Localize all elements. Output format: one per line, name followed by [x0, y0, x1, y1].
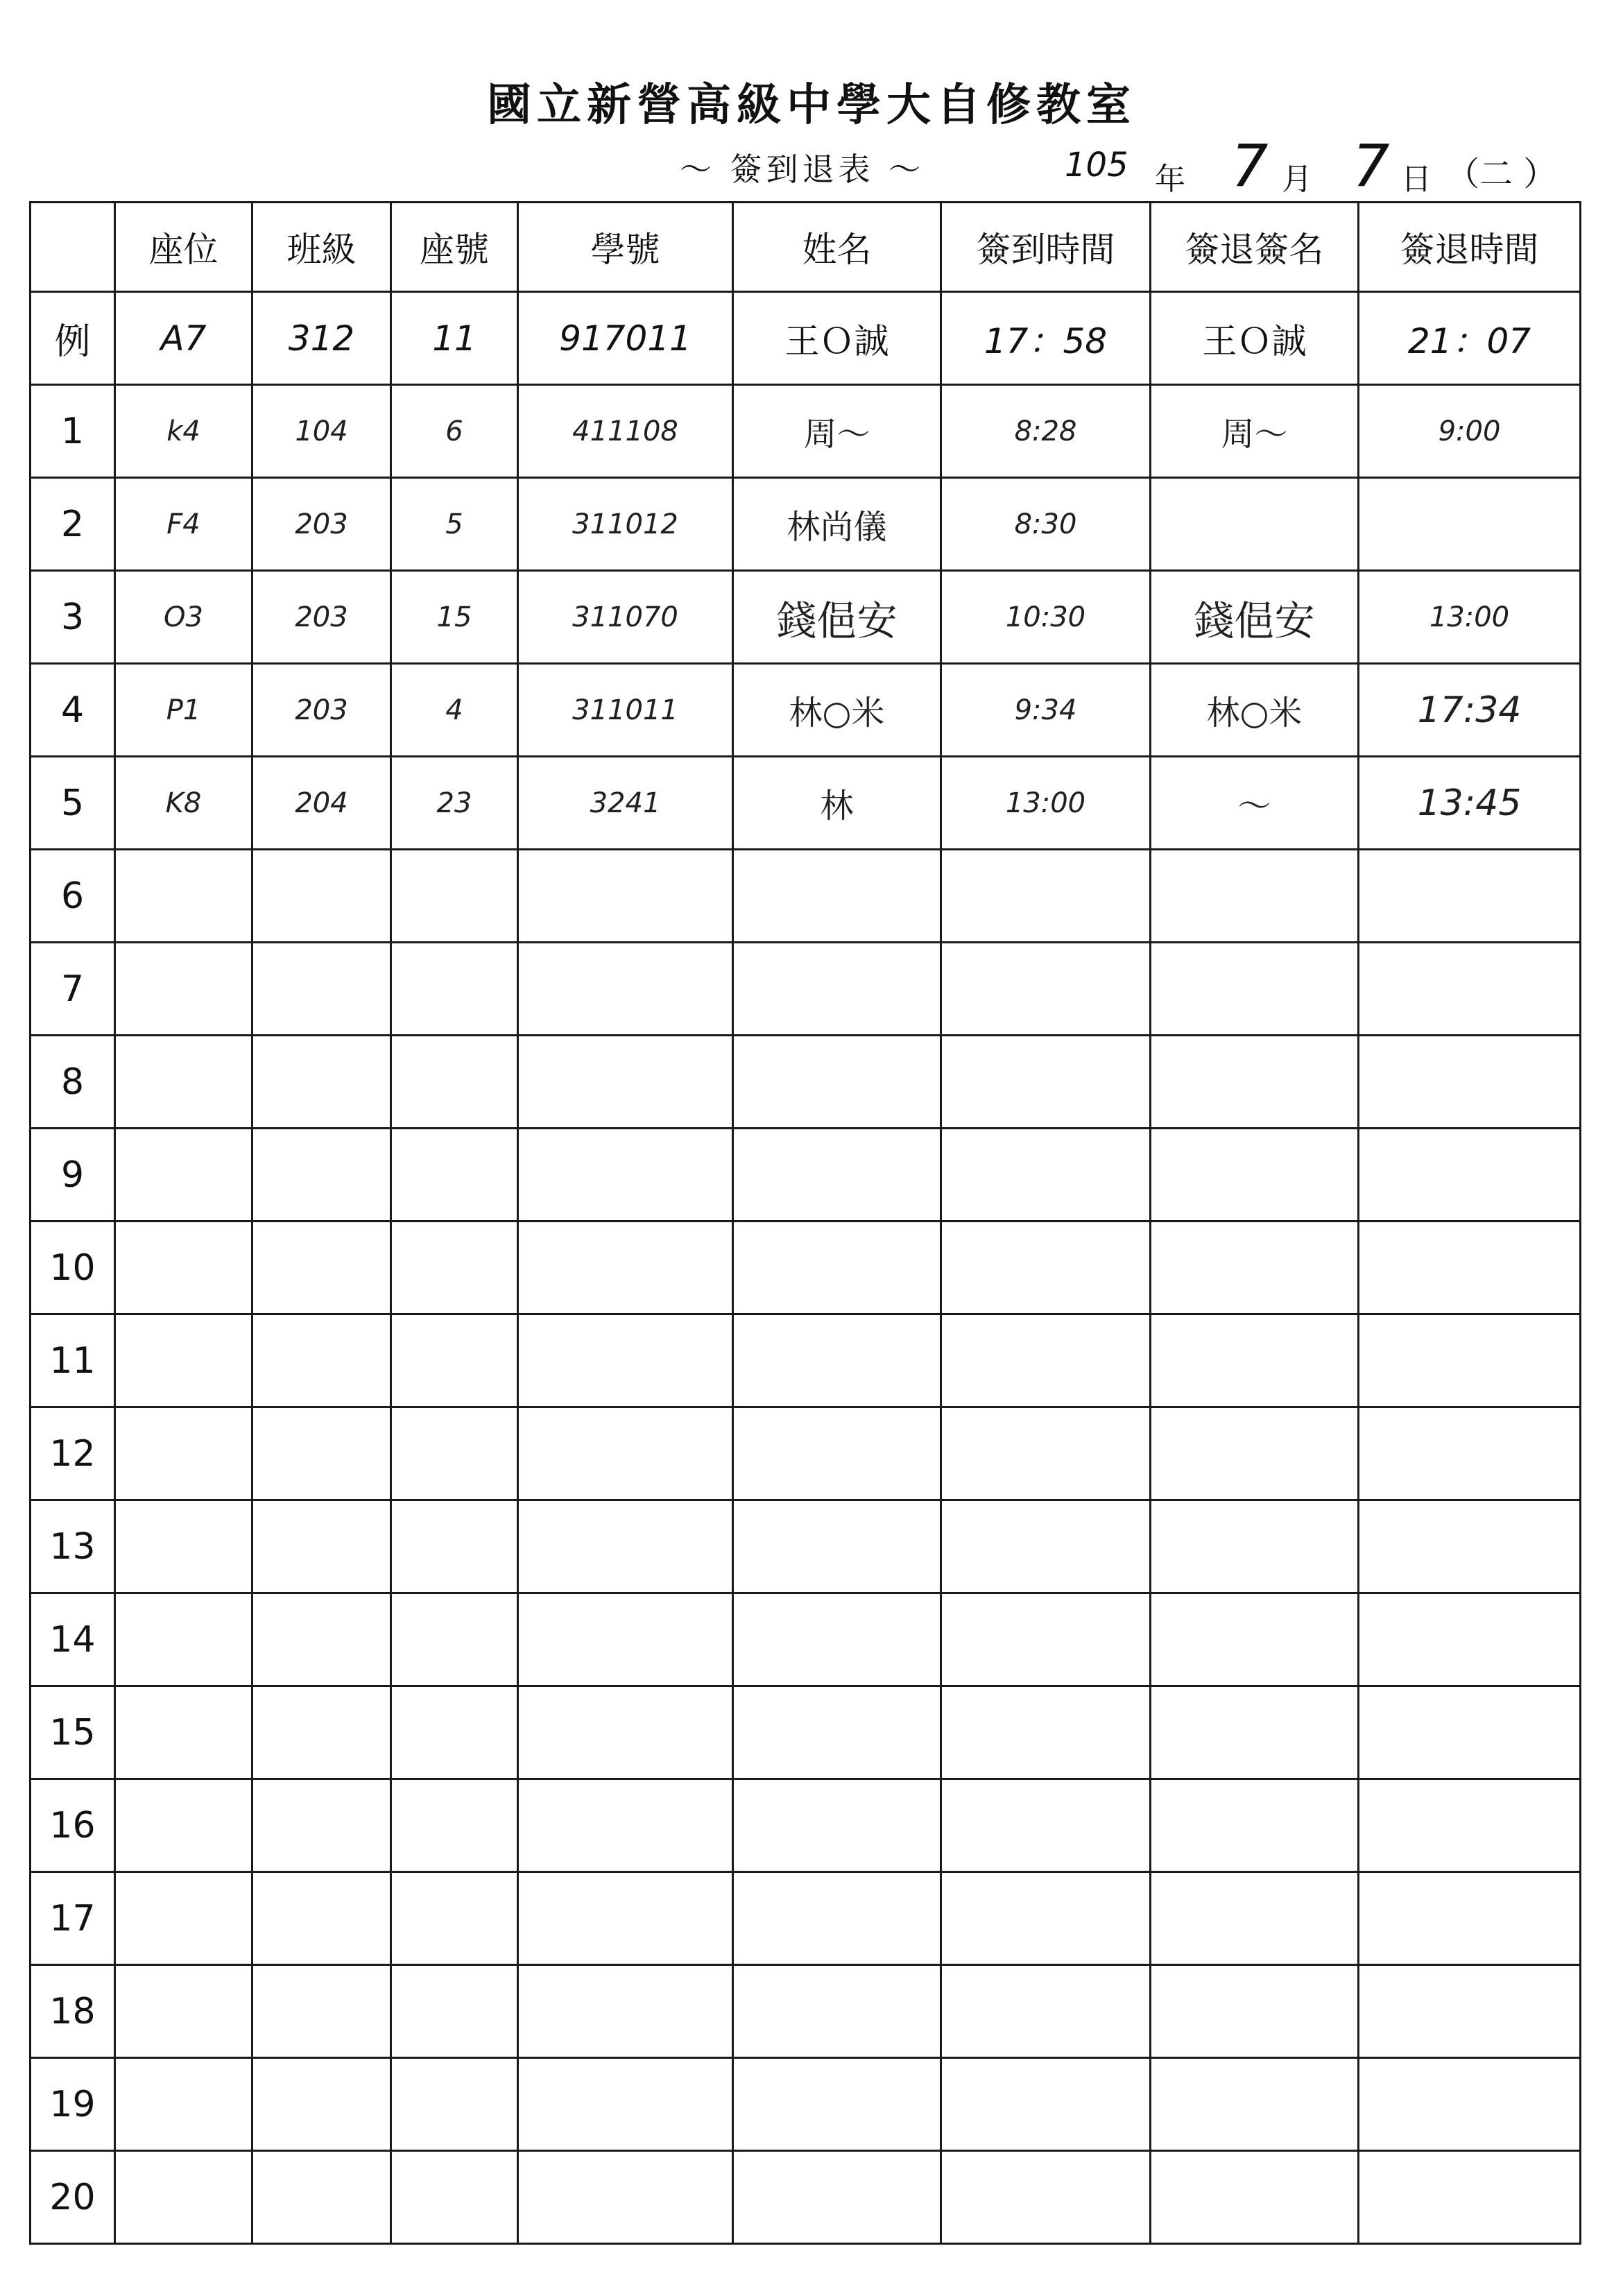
col-header-sign-out-time: 簽退時間	[1359, 203, 1581, 292]
class-cell[interactable]	[252, 1965, 391, 2058]
sign-out-name-cell[interactable]	[1151, 1872, 1359, 1965]
sign-out-time-cell[interactable]	[1359, 478, 1581, 571]
table-row	[31, 757, 1581, 850]
example-name: 王Ｏ誠	[733, 292, 941, 385]
table-row	[31, 478, 1581, 571]
sign-out-name-cell[interactable]	[1151, 943, 1359, 1036]
seat-no-cell[interactable]	[391, 2151, 518, 2244]
row-number: 14	[31, 1593, 115, 1686]
name-cell[interactable]	[733, 1407, 941, 1500]
name-cell[interactable]	[733, 1314, 941, 1407]
sign-out-name-cell[interactable]	[1151, 478, 1359, 571]
class-cell[interactable]	[252, 1222, 391, 1314]
sign-in-time-cell[interactable]	[941, 1500, 1151, 1593]
sign-in-time-cell[interactable]	[941, 1872, 1151, 1965]
seat-cell[interactable]	[115, 1686, 252, 1779]
sign-in-time-cell[interactable]: 8:30	[941, 478, 1151, 571]
row-number: 7	[31, 943, 115, 1036]
seat-no-cell[interactable]	[391, 2058, 518, 2151]
sign-out-name-cell[interactable]: 林○米	[1151, 664, 1359, 757]
sign-out-time-cell[interactable]	[1359, 943, 1581, 1036]
student-id-cell[interactable]	[518, 1593, 733, 1686]
class-cell[interactable]	[252, 850, 391, 943]
sign-in-time-cell[interactable]: 13:00	[941, 757, 1151, 850]
sign-out-time-cell[interactable]	[1359, 1314, 1581, 1407]
row-number: 4	[31, 664, 115, 757]
table-row	[31, 1314, 1581, 1407]
example-label: 例	[31, 292, 115, 385]
sign-out-time-cell[interactable]: 17:34	[1359, 664, 1581, 757]
row-number: 13	[31, 1500, 115, 1593]
example-seat: A7	[115, 292, 252, 385]
sign-out-time-cell[interactable]: 9:00	[1359, 385, 1581, 478]
student-id-cell[interactable]: 311070	[518, 571, 733, 664]
seat-no-cell[interactable]	[391, 1314, 518, 1407]
seat-no-cell[interactable]	[391, 1036, 518, 1129]
class-cell[interactable]: 204	[252, 757, 391, 850]
sign-out-name-cell[interactable]	[1151, 2151, 1359, 2244]
table-row	[31, 571, 1581, 664]
example-sign-out-time: 21：07	[1359, 292, 1581, 385]
seat-no-cell[interactable]: 5	[391, 478, 518, 571]
row-number: 6	[31, 850, 115, 943]
student-id-cell[interactable]	[518, 1686, 733, 1779]
table-row	[31, 1872, 1581, 1965]
name-cell[interactable]	[733, 1965, 941, 2058]
seat-no-cell[interactable]	[391, 943, 518, 1036]
table-row	[31, 1129, 1581, 1222]
sign-in-time-cell[interactable]	[941, 1036, 1151, 1129]
class-cell[interactable]: 203	[252, 571, 391, 664]
name-cell[interactable]: 錢俋安	[733, 571, 941, 664]
header-row	[31, 203, 1581, 292]
table-row	[31, 1036, 1581, 1129]
sign-out-time-cell[interactable]	[1359, 2151, 1581, 2244]
name-cell[interactable]	[733, 1779, 941, 1872]
name-cell[interactable]	[733, 2058, 941, 2151]
table-row	[31, 1686, 1581, 1779]
seat-no-cell[interactable]	[391, 1593, 518, 1686]
sign-out-name-cell[interactable]	[1151, 1965, 1359, 2058]
row-number: 5	[31, 757, 115, 850]
row-number: 9	[31, 1129, 115, 1222]
class-cell[interactable]: 203	[252, 664, 391, 757]
class-cell[interactable]	[252, 1686, 391, 1779]
seat-no-cell[interactable]: 6	[391, 385, 518, 478]
class-cell[interactable]	[252, 2151, 391, 2244]
student-id-cell[interactable]	[518, 1129, 733, 1222]
sign-out-time-cell[interactable]	[1359, 1686, 1581, 1779]
seat-cell[interactable]: P1	[115, 664, 252, 757]
table-row	[31, 1965, 1581, 2058]
example-sign-in-time: 17：58	[941, 292, 1151, 385]
sign-out-time-cell[interactable]	[1359, 1593, 1581, 1686]
student-id-cell[interactable]	[518, 850, 733, 943]
example-row	[31, 292, 1581, 385]
page-title: 國立新營高級中學大自修教室	[487, 79, 1136, 131]
sign-out-name-cell[interactable]: 錢俋安	[1151, 571, 1359, 664]
table-row	[31, 385, 1581, 478]
seat-cell[interactable]	[115, 850, 252, 943]
sign-in-time-cell[interactable]	[941, 1965, 1151, 2058]
row-number: 16	[31, 1779, 115, 1872]
example-student-id: 917011	[518, 292, 733, 385]
table-row	[31, 1593, 1581, 1686]
col-header-sign-out-name: 簽退簽名	[1151, 203, 1359, 292]
table-row	[31, 1222, 1581, 1314]
seat-no-cell[interactable]	[391, 1965, 518, 2058]
sign-in-time-cell[interactable]	[941, 1779, 1151, 1872]
student-id-cell[interactable]	[518, 943, 733, 1036]
sign-out-name-cell[interactable]	[1151, 1407, 1359, 1500]
sign-out-name-cell[interactable]: ～	[1151, 757, 1359, 850]
table-row	[31, 943, 1581, 1036]
col-header-name: 姓名	[733, 203, 941, 292]
class-cell[interactable]	[252, 1407, 391, 1500]
name-cell[interactable]	[733, 1500, 941, 1593]
sign-out-name-cell[interactable]	[1151, 2058, 1359, 2151]
seat-cell[interactable]	[115, 2151, 252, 2244]
example-sign-out-name: 王Ｏ誠	[1151, 292, 1359, 385]
name-cell[interactable]	[733, 943, 941, 1036]
sign-out-name-cell[interactable]	[1151, 1036, 1359, 1129]
seat-cell[interactable]: O3	[115, 571, 252, 664]
col-header-index	[31, 203, 115, 292]
row-number: 10	[31, 1222, 115, 1314]
seat-no-cell[interactable]	[391, 1872, 518, 1965]
table-row	[31, 2151, 1581, 2244]
seat-cell[interactable]	[115, 1222, 252, 1314]
student-id-cell[interactable]	[518, 2151, 733, 2244]
name-cell[interactable]	[733, 1872, 941, 1965]
seat-no-cell[interactable]	[391, 1500, 518, 1593]
seat-no-cell[interactable]	[391, 1779, 518, 1872]
seat-cell[interactable]	[115, 1036, 252, 1129]
name-cell[interactable]: 林尚儀	[733, 478, 941, 571]
student-id-cell[interactable]: 311012	[518, 478, 733, 571]
table-row	[31, 1500, 1581, 1593]
sign-out-time-cell[interactable]	[1359, 1407, 1581, 1500]
name-cell[interactable]	[733, 1129, 941, 1222]
sign-out-time-cell[interactable]: 13:00	[1359, 571, 1581, 664]
row-number: 1	[31, 385, 115, 478]
student-id-cell[interactable]	[518, 1965, 733, 2058]
seat-no-cell[interactable]: 23	[391, 757, 518, 850]
name-cell[interactable]: 林○米	[733, 664, 941, 757]
seat-cell[interactable]	[115, 1779, 252, 1872]
name-cell[interactable]	[733, 2151, 941, 2244]
sign-in-time-cell[interactable]	[941, 1686, 1151, 1779]
sign-in-time-cell[interactable]	[941, 1222, 1151, 1314]
seat-cell[interactable]: K8	[115, 757, 252, 850]
date-day	[1352, 132, 1389, 200]
table-row	[31, 2058, 1581, 2151]
class-cell[interactable]	[252, 1779, 391, 1872]
table-row	[31, 1779, 1581, 1872]
seat-cell[interactable]	[115, 2058, 252, 2151]
sign-out-time-cell[interactable]	[1359, 850, 1581, 943]
class-cell[interactable]	[252, 1500, 391, 1593]
seat-cell[interactable]	[115, 1593, 252, 1686]
sign-out-name-cell[interactable]	[1151, 1222, 1359, 1314]
sign-out-time-cell[interactable]	[1359, 1779, 1581, 1872]
col-header-class: 班級	[252, 203, 391, 292]
class-cell[interactable]	[252, 943, 391, 1036]
sign-out-name-cell[interactable]	[1151, 850, 1359, 943]
class-cell[interactable]: 104	[252, 385, 391, 478]
class-cell[interactable]: 203	[252, 478, 391, 571]
table-row	[31, 664, 1581, 757]
seat-cell[interactable]	[115, 1314, 252, 1407]
sign-out-name-cell[interactable]	[1151, 1129, 1359, 1222]
name-cell[interactable]	[733, 1222, 941, 1314]
date-month	[1231, 132, 1268, 200]
form-subtitle: ～ 簽到退表 ～	[680, 151, 925, 188]
sign-in-time-cell[interactable]: 9:34	[941, 664, 1151, 757]
sign-in-time-cell[interactable]	[941, 943, 1151, 1036]
student-id-cell[interactable]	[518, 1872, 733, 1965]
row-number: 17	[31, 1872, 115, 1965]
name-cell[interactable]	[733, 850, 941, 943]
student-id-cell[interactable]: 411108	[518, 385, 733, 478]
student-id-cell[interactable]: 3241	[518, 757, 733, 850]
seat-cell[interactable]	[115, 1965, 252, 2058]
sign-out-time-cell[interactable]	[1359, 1129, 1581, 1222]
seat-cell[interactable]	[115, 1407, 252, 1500]
example-class: 312	[252, 292, 391, 385]
date-year-label: 年	[1155, 162, 1185, 197]
sign-out-time-cell[interactable]	[1359, 1500, 1581, 1593]
sign-in-time-cell[interactable]	[941, 1593, 1151, 1686]
name-cell[interactable]	[733, 1593, 941, 1686]
sign-in-time-cell[interactable]	[941, 2058, 1151, 2151]
sign-out-time-cell[interactable]	[1359, 1222, 1581, 1314]
sign-in-time-cell[interactable]: 10:30	[941, 571, 1151, 664]
col-header-seat: 座位	[115, 203, 252, 292]
name-cell[interactable]	[733, 1686, 941, 1779]
row-number: 18	[31, 1965, 115, 2058]
col-header-seat-no: 座號	[391, 203, 518, 292]
row-number: 19	[31, 2058, 115, 2151]
table-row	[31, 850, 1581, 943]
sign-out-name-cell[interactable]	[1151, 1593, 1359, 1686]
date-day-value: 7	[1352, 132, 1390, 200]
seat-no-cell[interactable]	[391, 1222, 518, 1314]
row-number: 2	[31, 478, 115, 571]
student-id-cell[interactable]	[518, 1036, 733, 1129]
seat-no-cell[interactable]: 4	[391, 664, 518, 757]
sign-out-time-cell[interactable]	[1359, 2058, 1581, 2151]
example-seat-no: 11	[391, 292, 518, 385]
name-cell[interactable]: 周～	[733, 385, 941, 478]
date-month-value: 7	[1231, 132, 1269, 200]
date-day-label: 日	[1401, 162, 1432, 197]
student-id-cell[interactable]	[518, 1222, 733, 1314]
date-month-label: 月	[1282, 162, 1312, 197]
seat-no-cell[interactable]	[391, 1686, 518, 1779]
row-number: 12	[31, 1407, 115, 1500]
student-id-cell[interactable]	[518, 1500, 733, 1593]
row-number: 20	[31, 2151, 115, 2244]
seat-no-cell[interactable]: 15	[391, 571, 518, 664]
class-cell[interactable]	[252, 1129, 391, 1222]
sign-in-time-cell[interactable]	[941, 1314, 1151, 1407]
sign-out-name-cell[interactable]	[1151, 1779, 1359, 1872]
student-id-cell[interactable]	[518, 2058, 733, 2151]
sign-out-name-cell[interactable]	[1151, 1314, 1359, 1407]
seat-no-cell[interactable]	[391, 1129, 518, 1222]
sign-in-time-cell[interactable]: 8:28	[941, 385, 1151, 478]
sign-out-name-cell[interactable]: 周～	[1151, 385, 1359, 478]
sign-in-time-cell[interactable]	[941, 1407, 1151, 1500]
date-weekday: （二 ）	[1446, 155, 1557, 194]
student-id-cell[interactable]	[518, 1407, 733, 1500]
row-number: 3	[31, 571, 115, 664]
name-cell[interactable]	[733, 1036, 941, 1129]
class-cell[interactable]	[252, 1593, 391, 1686]
class-cell[interactable]	[252, 1036, 391, 1129]
class-cell[interactable]	[252, 1314, 391, 1407]
row-number: 11	[31, 1314, 115, 1407]
seat-cell[interactable]: F4	[115, 478, 252, 571]
col-header-sign-in-time: 簽到時間	[941, 203, 1151, 292]
sign-in-time-cell[interactable]	[941, 1129, 1151, 1222]
sign-out-name-cell[interactable]	[1151, 1500, 1359, 1593]
table-row	[31, 1407, 1581, 1500]
row-number: 8	[31, 1036, 115, 1129]
seat-cell[interactable]	[115, 943, 252, 1036]
seat-cell[interactable]: k4	[115, 385, 252, 478]
name-cell[interactable]: 林	[733, 757, 941, 850]
sign-out-name-cell[interactable]	[1151, 1686, 1359, 1779]
col-header-student-id: 學號	[518, 203, 733, 292]
seat-no-cell[interactable]	[391, 850, 518, 943]
sign-out-time-cell[interactable]: 13:45	[1359, 757, 1581, 850]
seat-no-cell[interactable]	[391, 1407, 518, 1500]
seat-cell[interactable]	[115, 1129, 252, 1222]
sign-in-time-cell[interactable]	[941, 850, 1151, 943]
sign-in-time-cell[interactable]	[941, 2151, 1151, 2244]
sign-out-time-cell[interactable]	[1359, 1036, 1581, 1129]
sign-out-time-cell[interactable]	[1359, 1872, 1581, 1965]
class-cell[interactable]	[252, 1872, 391, 1965]
row-number: 15	[31, 1686, 115, 1779]
student-id-cell[interactable]: 311011	[518, 664, 733, 757]
class-cell[interactable]	[252, 2058, 391, 2151]
sign-in-out-table	[29, 201, 1581, 2245]
date-year: 105	[1065, 146, 1128, 185]
seat-cell[interactable]	[115, 1500, 252, 1593]
student-id-cell[interactable]	[518, 1314, 733, 1407]
sign-out-time-cell[interactable]	[1359, 1965, 1581, 2058]
student-id-cell[interactable]	[518, 1779, 733, 1872]
seat-cell[interactable]	[115, 1872, 252, 1965]
